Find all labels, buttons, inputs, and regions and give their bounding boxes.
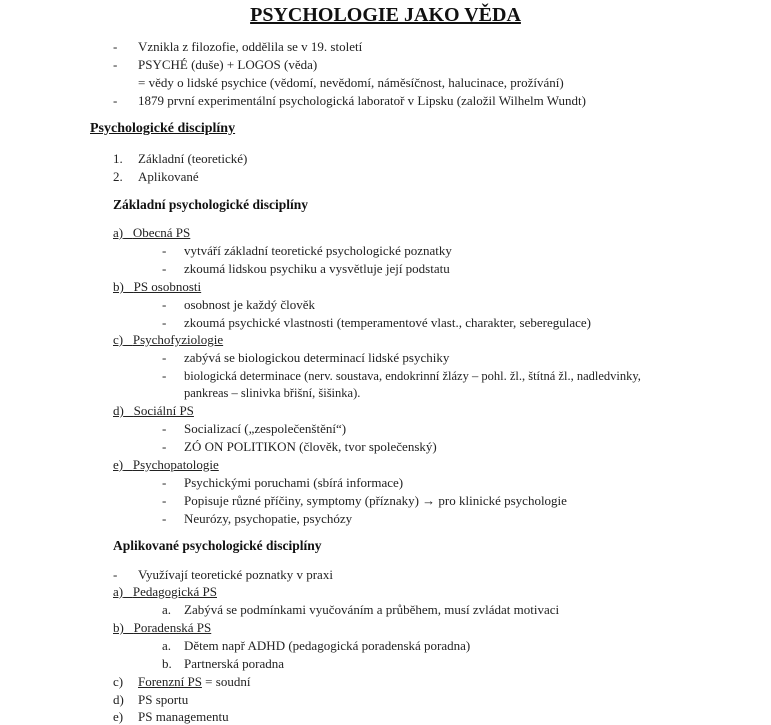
list-marker: c) (113, 674, 124, 689)
page-title: PSYCHOLOGIE JAKO VĚDA (250, 4, 521, 26)
bullet-marker: - (113, 39, 118, 54)
list-item: Základní (teoretické) (138, 151, 248, 166)
list-marker: 2. (113, 169, 123, 184)
dash-marker: - (162, 315, 167, 330)
discipline-item: ZÓ ON POLITIKON (člověk, tvor společenský) (184, 439, 437, 454)
applied-item: Dětem např ADHD (pedagogická poradenská poradna) (184, 638, 471, 653)
applied-title: Forenzní PS = soudní (138, 674, 251, 689)
discipline-item: Neurózy, psychopatie, psychózy (184, 511, 353, 526)
applied-title: PS sportu (138, 692, 189, 707)
discipline-item: zabývá se biologickou determinací lidské psychiky (184, 350, 450, 365)
applied-title: a) Pedagogická PS (113, 584, 217, 599)
list-marker: d) (113, 692, 124, 707)
subsection-heading: Základní psychologické disciplíny (113, 197, 309, 212)
dash-marker: - (162, 368, 167, 383)
discipline-item: Popisuje různé příčiny, symptomy (příznaky) → pro klinické psychologie (184, 493, 567, 508)
applied-intro: Využívají teoretické poznatky v praxi (138, 567, 333, 582)
intro-item: Vznikla z filozofie, oddělila se v 19. století (138, 39, 363, 54)
dash-marker: - (162, 350, 167, 365)
discipline-item: Socializací („zespolečenštění“) (184, 421, 347, 436)
discipline-title: a) Obecná PS (113, 225, 191, 240)
subsection-heading: Aplikované psychologické disciplíny (113, 538, 322, 553)
bullet-marker: - (113, 57, 118, 72)
dash-marker: - (162, 243, 167, 258)
discipline-item-continuation: pankreas – slinivka břišní, šišinka). (184, 386, 361, 400)
discipline-item: zkoumá lidskou psychiku a vysvětluje její podstatu (184, 261, 450, 276)
sub-marker: b. (162, 656, 172, 671)
section-heading: Psychologické disciplíny (90, 121, 236, 136)
bullet-marker: - (113, 93, 118, 108)
dash-marker: - (162, 261, 167, 276)
list-item: Aplikované (138, 169, 199, 184)
dash-marker: - (162, 297, 167, 312)
applied-item: Partnerská poradna (184, 656, 284, 671)
discipline-item: biologická determinace (nerv. soustava, endokrinní žlázy – pohl. žl., štítná žl., nadledvinky, (184, 369, 641, 383)
applied-title: PS managementu (138, 709, 229, 724)
sub-marker: a. (162, 638, 172, 653)
dash-marker: - (162, 421, 167, 436)
discipline-item: vytváří základní teoretické psychologické poznatky (184, 243, 452, 258)
discipline-item: osobnost je každý člověk (184, 297, 316, 312)
dash-marker: - (162, 439, 167, 454)
applied-item: Zabývá se podmínkami vyučováním a průběhem, musí zvládat motivaci (184, 602, 560, 617)
discipline-title: b) PS osobnosti (113, 279, 202, 294)
discipline-title: c) Psychofyziologie (113, 332, 224, 347)
applied-title: b) Poradenská PS (113, 620, 212, 635)
discipline-item: zkoumá psychické vlastnosti (temperamentové vlast., charakter, seberegulace) (184, 315, 592, 330)
list-marker: 1. (113, 151, 123, 166)
sub-marker: a. (162, 602, 172, 617)
discipline-item: Psychickými poruchami (sbírá informace) (184, 475, 404, 490)
list-marker: e) (113, 709, 124, 724)
bullet-marker: - (113, 567, 118, 582)
dash-marker: - (162, 511, 167, 526)
discipline-title: d) Sociální PS (113, 403, 194, 418)
intro-item: 1879 první experimentální psychologická laboratoř v Lipsku (založil Wilhelm Wundt) (138, 93, 586, 108)
intro-item: PSYCHÉ (duše) + LOGOS (věda) (138, 57, 318, 72)
intro-item: = vědy o lidské psychice (vědomí, nevědomí, náměsíčnost, halucinace, prožívání) (138, 75, 564, 90)
dash-marker: - (162, 493, 167, 508)
discipline-title: e) Psychopatologie (113, 457, 219, 472)
dash-marker: - (162, 475, 167, 490)
